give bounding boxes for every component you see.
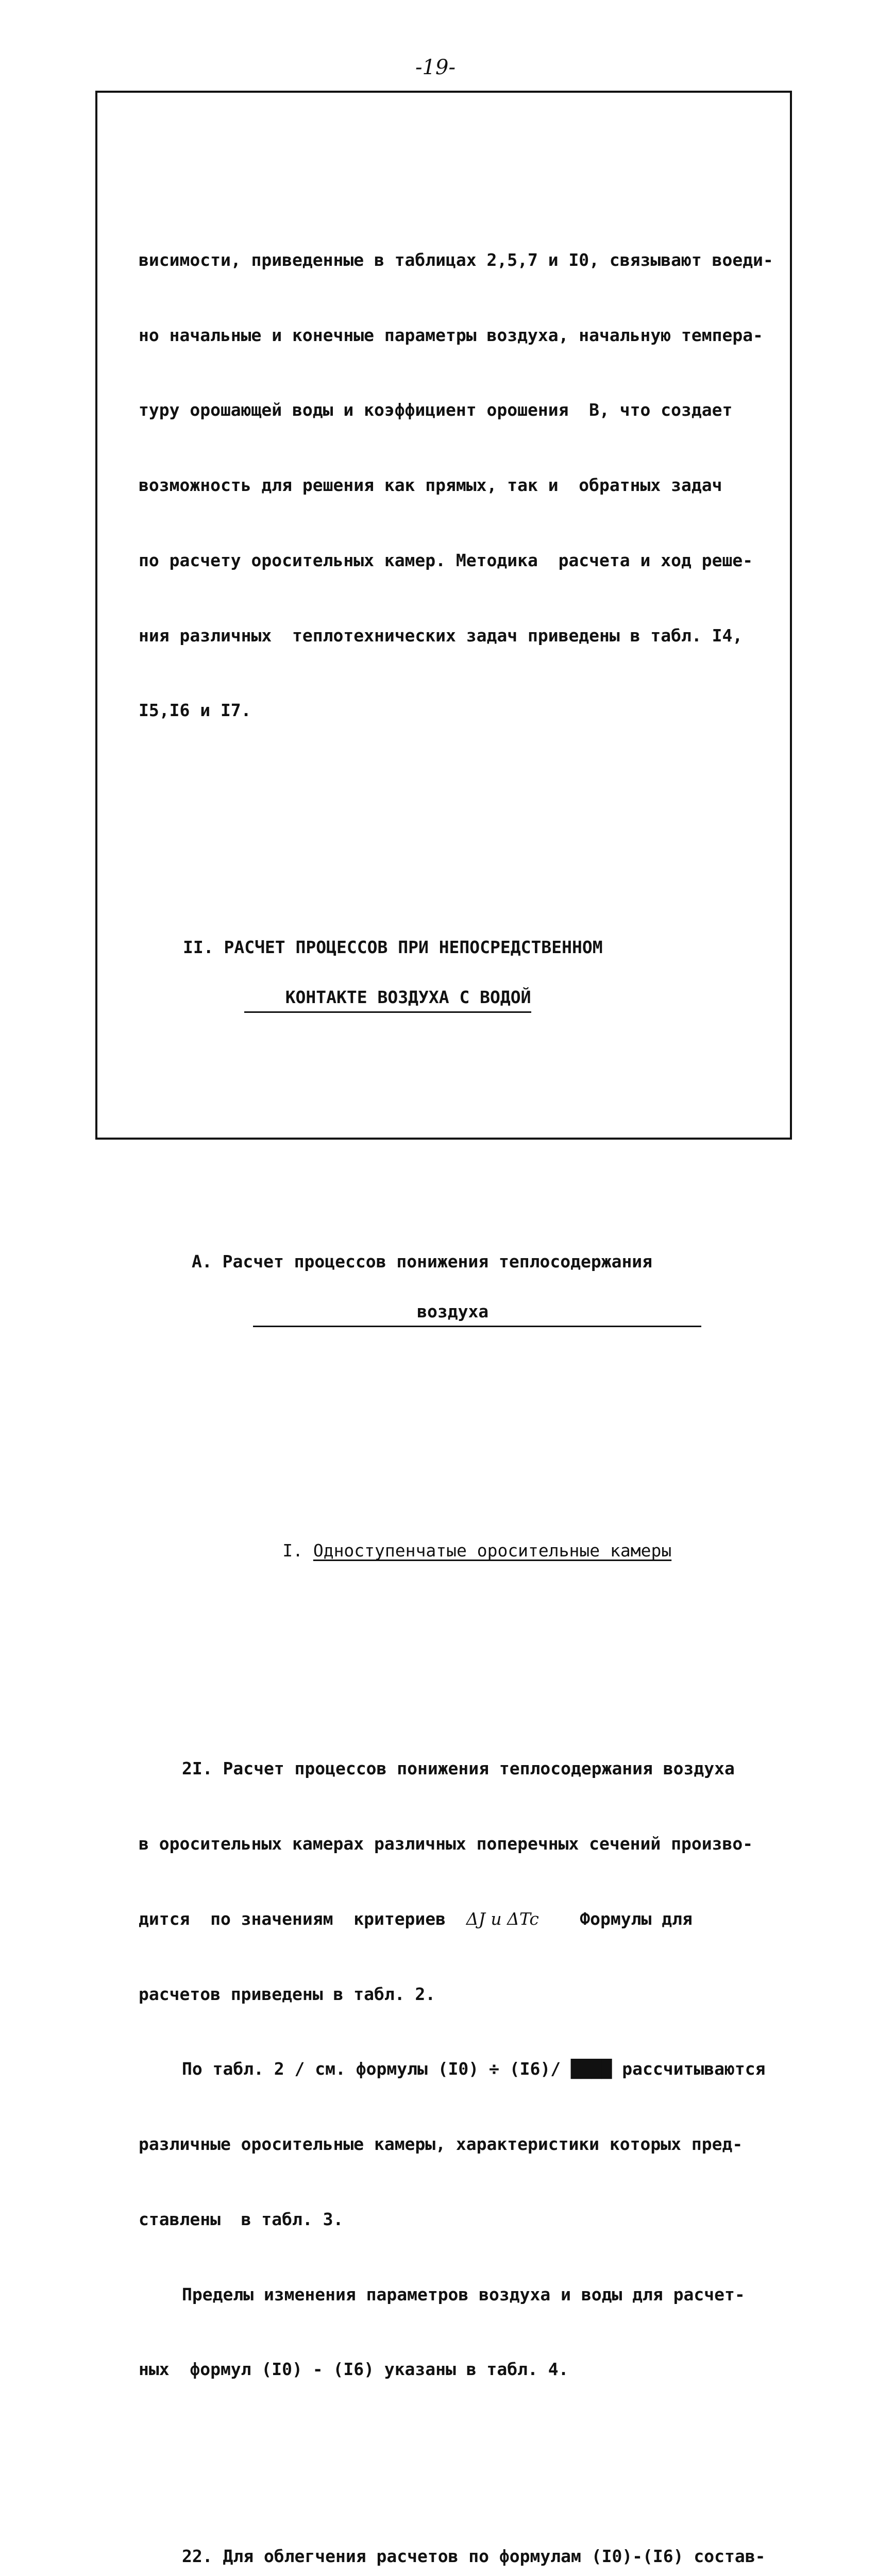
subsubsection-number: I. — [282, 1540, 313, 1561]
p21-line: ных формул (I0) - (I6) указаны в табл. 4. — [139, 2359, 569, 2380]
intro-line: I5,I6 и I7. — [139, 700, 251, 721]
section-heading-line2: КОНТАКТЕ ВОЗДУХА С ВОДОЙ — [244, 987, 531, 1007]
section-heading-line1: II. РАСЧЕТ ПРОЦЕССОВ ПРИ НЕПОСРЕДСТВЕННОМ — [183, 937, 603, 957]
subsection-heading — [192, 1199, 788, 1352]
subsubsection-title: Одноступенчатые оросительные камеры — [313, 1540, 672, 1561]
intro-line: возможность для решения как прямых, так и обратных задач — [139, 475, 722, 496]
p21-line: Пределы изменения параметров воздуха и воды для расчет- — [182, 2284, 745, 2304]
subsection-heading-line1: А. Расчет процессов понижения теплосодержания — [192, 1251, 653, 1272]
section-heading — [183, 885, 788, 1038]
intro-line: но начальные и конечные параметры воздуха, начальную темпера- — [139, 325, 763, 345]
p21-line: ставлены в табл. 3. — [139, 2209, 344, 2229]
intro-line: туру орошающей воды и коэффициент орошения В, что создает — [139, 400, 733, 420]
p21-line: в оросительных камерах различных поперечных сечений произво- — [139, 1834, 753, 1854]
page-frame — [95, 91, 792, 2566]
criteria-symbols: ΔJ и ΔTc — [466, 1908, 539, 1929]
page-number: -19- — [415, 56, 456, 79]
intro-line: висимости, приведенные в таблицах 2,5,7 и I0, связывают воеди- — [139, 249, 773, 270]
p21-line: По табл. 2 / см. формулы (I0) ÷ (I6)/ ████ рассчитываются — [182, 2059, 766, 2079]
p21-line-criteria: дится по значениям критериев ΔJ и ΔTc Формулы для — [139, 1908, 693, 1929]
p22-line: 22. Для облегчения расчетов по формулам (I0)-(I6) состав- — [182, 2546, 766, 2566]
p21-line: расчетов приведены в табл. 2. — [139, 1984, 436, 2004]
subsection-heading-line2: воздуха — [253, 1301, 489, 1322]
intro-line: ния различных теплотехнических задач приведены в табл. I4, — [139, 625, 743, 646]
p21-line: различные оросительные камеры, характеристики которых пред- — [139, 2134, 743, 2155]
intro-line: по расчету оросительных камер. Методика расчета и ход реше- — [139, 550, 753, 570]
document-body — [139, 173, 788, 2576]
p21-line: 2I. Расчет процессов понижения теплосодержания воздуха — [182, 1758, 735, 1779]
subsubsection-heading — [221, 1514, 788, 1589]
